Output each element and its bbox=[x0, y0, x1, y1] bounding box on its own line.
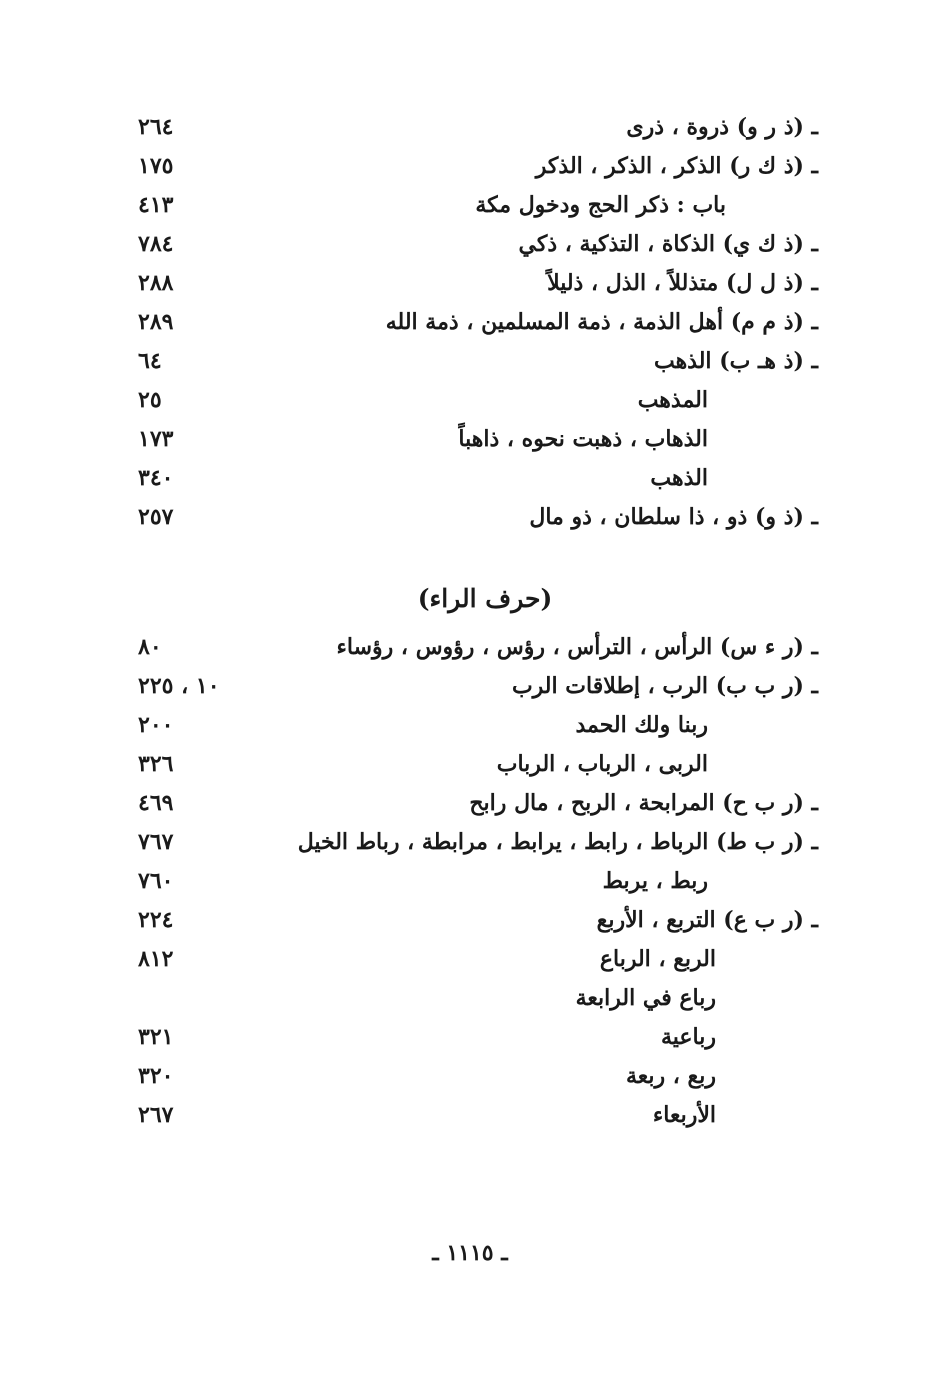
index-entry bbox=[0, 1100, 930, 1140]
entry-page-number: ٢٦٤ bbox=[138, 114, 174, 140]
entry-text: ـ (ذ و) ذو ، ذا سلطان ، ذو مال bbox=[529, 504, 818, 530]
entry-page-number: ٤٦٩ bbox=[138, 790, 174, 816]
entry-text: ـ (ر ب ط) الرباط ، رابط ، يرابط ، مرابطة ، رباط الخيل bbox=[297, 829, 818, 855]
entry-text: ـ (ذ ك ر) الذكر ، الذكر ، الذكر bbox=[535, 153, 818, 179]
entry-page-number: ٦٤ bbox=[138, 348, 162, 374]
index-entry bbox=[0, 1022, 930, 1062]
index-entry bbox=[0, 671, 930, 711]
entry-page-number: ٢٥ bbox=[138, 387, 162, 413]
entry-page-number: ٣٢٦ bbox=[138, 751, 174, 777]
index-entry bbox=[0, 502, 930, 542]
index-entry bbox=[0, 229, 930, 269]
entry-page-number: ١٠ ، ٢٢٥ bbox=[138, 673, 220, 699]
entry-text: الذهاب ، ذهبت نحوه ، ذاهباً bbox=[458, 426, 708, 452]
entry-page-number: ٤١٣ bbox=[138, 192, 174, 218]
index-entry bbox=[0, 944, 930, 984]
entry-text: ـ (ذ هـ ب) الذهب bbox=[653, 348, 818, 374]
entry-page-number: ٣٢٠ bbox=[138, 1063, 174, 1089]
index-entry bbox=[0, 307, 930, 347]
entry-text: رباعية bbox=[660, 1024, 716, 1050]
entry-text: الربى ، الرباب ، الرباب bbox=[496, 751, 708, 777]
entry-page-number: ٢٢٤ bbox=[138, 907, 174, 933]
entry-text: باب : ذكر الحج ودخول مكة bbox=[475, 192, 726, 218]
entry-text: الأربعاء bbox=[652, 1102, 716, 1128]
index-entry bbox=[0, 268, 930, 308]
entry-text: المذهب bbox=[637, 387, 708, 413]
entry-page-number: ٣٤٠ bbox=[138, 465, 174, 491]
index-entry bbox=[0, 1061, 930, 1101]
index-entry bbox=[0, 905, 930, 945]
entry-page-number: ٧٦٠ bbox=[138, 868, 174, 894]
entry-page-number: ٢٠٠ bbox=[138, 712, 174, 738]
entry-text: الربع ، الرباع bbox=[599, 946, 716, 972]
section-heading bbox=[0, 582, 930, 616]
entry-text: رباع في الرابعة bbox=[575, 985, 716, 1011]
entry-text: ـ (ر ء س) الرأس ، الترأس ، رؤس ، رؤوس ، رؤساء bbox=[336, 634, 818, 660]
page-footer bbox=[0, 1238, 930, 1268]
entry-text: ـ (ذ م م) أهل الذمة ، ذمة المسلمين ، ذمة الله bbox=[385, 309, 818, 335]
index-entry bbox=[0, 827, 930, 867]
entry-text: ربع ، ربعة bbox=[625, 1063, 716, 1089]
entry-page-number: ٧٨٤ bbox=[138, 231, 174, 257]
index-entry bbox=[0, 112, 930, 152]
entry-text: ـ (ر ب ب) الرب ، إطلاقات الرب bbox=[511, 673, 818, 699]
entry-text: ـ (ذ ر و) ذروة ، ذرى bbox=[626, 114, 818, 140]
index-entry bbox=[0, 346, 930, 386]
entry-page-number: ١٧٣ bbox=[138, 426, 174, 452]
entry-page-number: ٢٦٧ bbox=[138, 1102, 174, 1128]
entry-text: ـ (ر ب ح) المرابحة ، الربح ، مال رابح bbox=[469, 790, 818, 816]
entry-page-number: ٧٦٧ bbox=[138, 829, 174, 855]
entry-text: ـ (ذ ك ي) الذكاة ، التذكية ، ذكي bbox=[518, 231, 818, 257]
index-entry bbox=[0, 463, 930, 503]
index-entry bbox=[0, 385, 930, 425]
entry-text: الذهب bbox=[650, 465, 708, 491]
index-entry bbox=[0, 424, 930, 464]
entry-page-number: ٨٠ bbox=[138, 634, 162, 660]
index-entry bbox=[0, 710, 930, 750]
page-number: ـ ١١١٥ ـ bbox=[432, 1240, 508, 1266]
index-entry bbox=[0, 749, 930, 789]
entry-text: ـ (ذ ل ل) متذللاً ، الذل ، ذليلاً bbox=[547, 270, 818, 296]
index-entry bbox=[0, 866, 930, 906]
entry-text: ربط ، يربط bbox=[602, 868, 708, 894]
entry-page-number: ٢٨٩ bbox=[138, 309, 174, 335]
index-entry bbox=[0, 788, 930, 828]
index-entry bbox=[0, 983, 930, 1023]
entry-page-number: ١٧٥ bbox=[138, 153, 174, 179]
index-entry bbox=[0, 190, 930, 230]
entry-page-number: ٢٨٨ bbox=[138, 270, 174, 296]
section-heading-text: (حرف الراء) bbox=[417, 584, 553, 613]
entry-text: ـ (ر ب ع) التربع ، الأربع bbox=[596, 907, 818, 933]
entry-text: ربنا ولك الحمد bbox=[575, 712, 708, 738]
index-entry bbox=[0, 632, 930, 672]
entry-page-number: ٨١٢ bbox=[138, 946, 174, 972]
entry-page-number: ٢٥٧ bbox=[138, 504, 174, 530]
entry-page-number: ٣٢١ bbox=[138, 1024, 174, 1050]
index-entry bbox=[0, 151, 930, 191]
